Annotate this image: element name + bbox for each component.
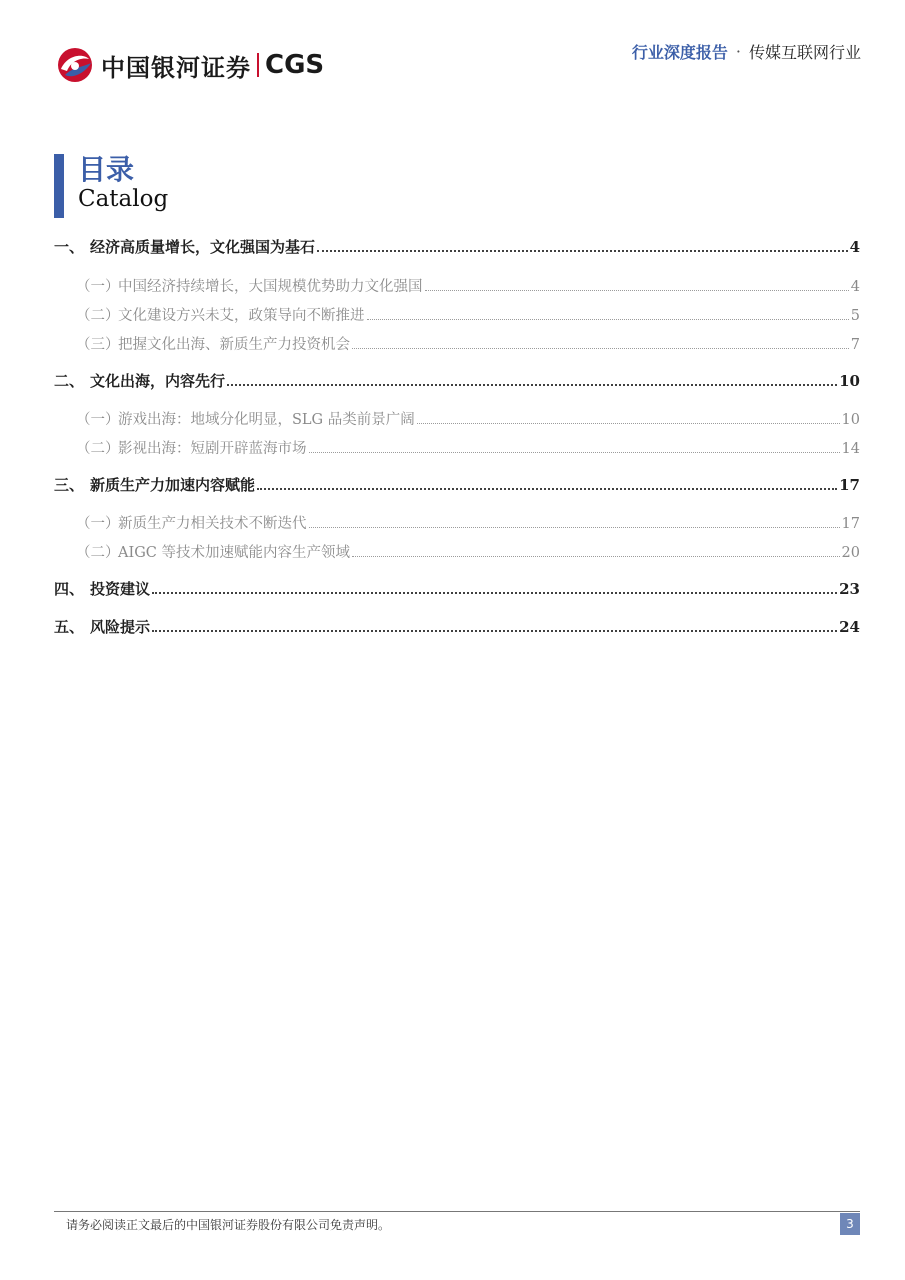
toc-title: 经济高质量增长，文化强国为基石 <box>90 238 316 256</box>
toc-page-number: 17 <box>841 516 860 532</box>
catalog-accent-bar <box>54 154 64 218</box>
toc-title: 中国经济持续增长，大国规模优势助力文化强国 <box>118 279 423 295</box>
toc-leader-dots <box>227 384 837 386</box>
header-separator: · <box>735 42 741 61</box>
toc-entry[interactable] <box>54 370 860 391</box>
toc-entry[interactable] <box>54 408 860 429</box>
toc-page-number: 17 <box>839 476 860 494</box>
toc-number: （一） <box>76 412 120 428</box>
toc-title: 文化建设方兴未艾，政策导向不断推进 <box>118 308 365 324</box>
cgs-logo <box>55 45 324 85</box>
toc-title: AIGC 等技术加速赋能内容生产领域 <box>118 545 350 561</box>
toc-title: 文化出海，内容先行 <box>90 372 226 390</box>
toc-number: （二） <box>76 545 120 561</box>
toc-leader-dots <box>417 423 840 424</box>
toc-title: 影视出海：短剧开辟蓝海市场 <box>118 441 307 457</box>
toc-leader-dots <box>352 348 849 349</box>
toc-number: （三） <box>76 337 120 353</box>
logo-english-text: CGS <box>265 50 325 80</box>
toc-page-number: 20 <box>841 545 860 561</box>
footer-divider <box>54 1211 860 1212</box>
toc-number: （二） <box>76 308 120 324</box>
footer-page-number: 3 <box>840 1213 860 1235</box>
toc-number: （二） <box>76 441 120 457</box>
toc-title: 风险提示 <box>90 618 151 636</box>
toc-leader-dots <box>257 488 837 490</box>
toc-number: （一） <box>76 516 120 532</box>
toc-page-number: 5 <box>850 308 860 324</box>
toc-title: 新质生产力加速内容赋能 <box>90 476 256 494</box>
toc-number: 三、 <box>54 476 85 494</box>
report-type: 行业深度报告 <box>631 43 728 62</box>
toc-page-number: 10 <box>841 412 860 428</box>
toc-leader-dots <box>367 319 849 320</box>
toc-number: 二、 <box>54 372 85 390</box>
toc-entry[interactable] <box>54 333 860 354</box>
toc-entry[interactable] <box>54 541 860 562</box>
header-report-info <box>632 40 861 63</box>
toc-entry[interactable] <box>54 275 860 296</box>
toc-number: 一、 <box>54 238 85 256</box>
toc-entry[interactable] <box>54 437 860 458</box>
toc-page-number: 4 <box>850 279 860 295</box>
logo-divider <box>257 53 259 77</box>
toc-leader-dots <box>309 527 840 528</box>
toc-entry[interactable] <box>54 474 860 495</box>
toc-title: 把握文化出海、新质生产力投资机会 <box>118 337 350 353</box>
toc-page-number: 14 <box>841 441 860 457</box>
toc-title: 新质生产力相关技术不断迭代 <box>118 516 307 532</box>
toc-entry[interactable] <box>54 512 860 533</box>
toc-entry[interactable] <box>54 236 860 257</box>
cgs-logo-icon <box>55 45 95 85</box>
toc-number: 四、 <box>54 580 85 598</box>
logo-chinese-text: 中国银河证券 <box>101 53 251 82</box>
toc-leader-dots <box>152 592 837 594</box>
industry-name: 传媒互联网行业 <box>748 43 861 62</box>
toc-leader-dots <box>152 630 837 632</box>
toc-page-number: 10 <box>839 372 860 390</box>
toc-title: 投资建议 <box>90 580 151 598</box>
catalog-title-en: Catalog <box>78 186 169 212</box>
toc-entry[interactable] <box>54 304 860 325</box>
toc-page-number: 23 <box>839 580 860 598</box>
catalog-title-cn: 目录 <box>78 153 135 186</box>
toc-number: 五、 <box>54 618 85 636</box>
toc-entry[interactable] <box>54 616 860 637</box>
footer-disclaimer: 请务必阅读正文最后的中国银河证券股份有限公司免责声明。 <box>66 1218 391 1232</box>
toc-number: （一） <box>76 279 120 295</box>
toc-leader-dots <box>317 250 848 252</box>
toc-page-number: 7 <box>850 337 860 353</box>
toc-leader-dots <box>309 452 840 453</box>
toc-leader-dots <box>352 556 840 557</box>
toc-entry[interactable] <box>54 578 860 599</box>
toc-page-number: 24 <box>839 618 860 636</box>
page-header <box>0 0 905 100</box>
toc-page-number: 4 <box>849 238 860 256</box>
toc-title: 游戏出海：地域分化明显，SLG 品类前景广阔 <box>118 412 415 428</box>
toc-leader-dots <box>425 290 849 291</box>
